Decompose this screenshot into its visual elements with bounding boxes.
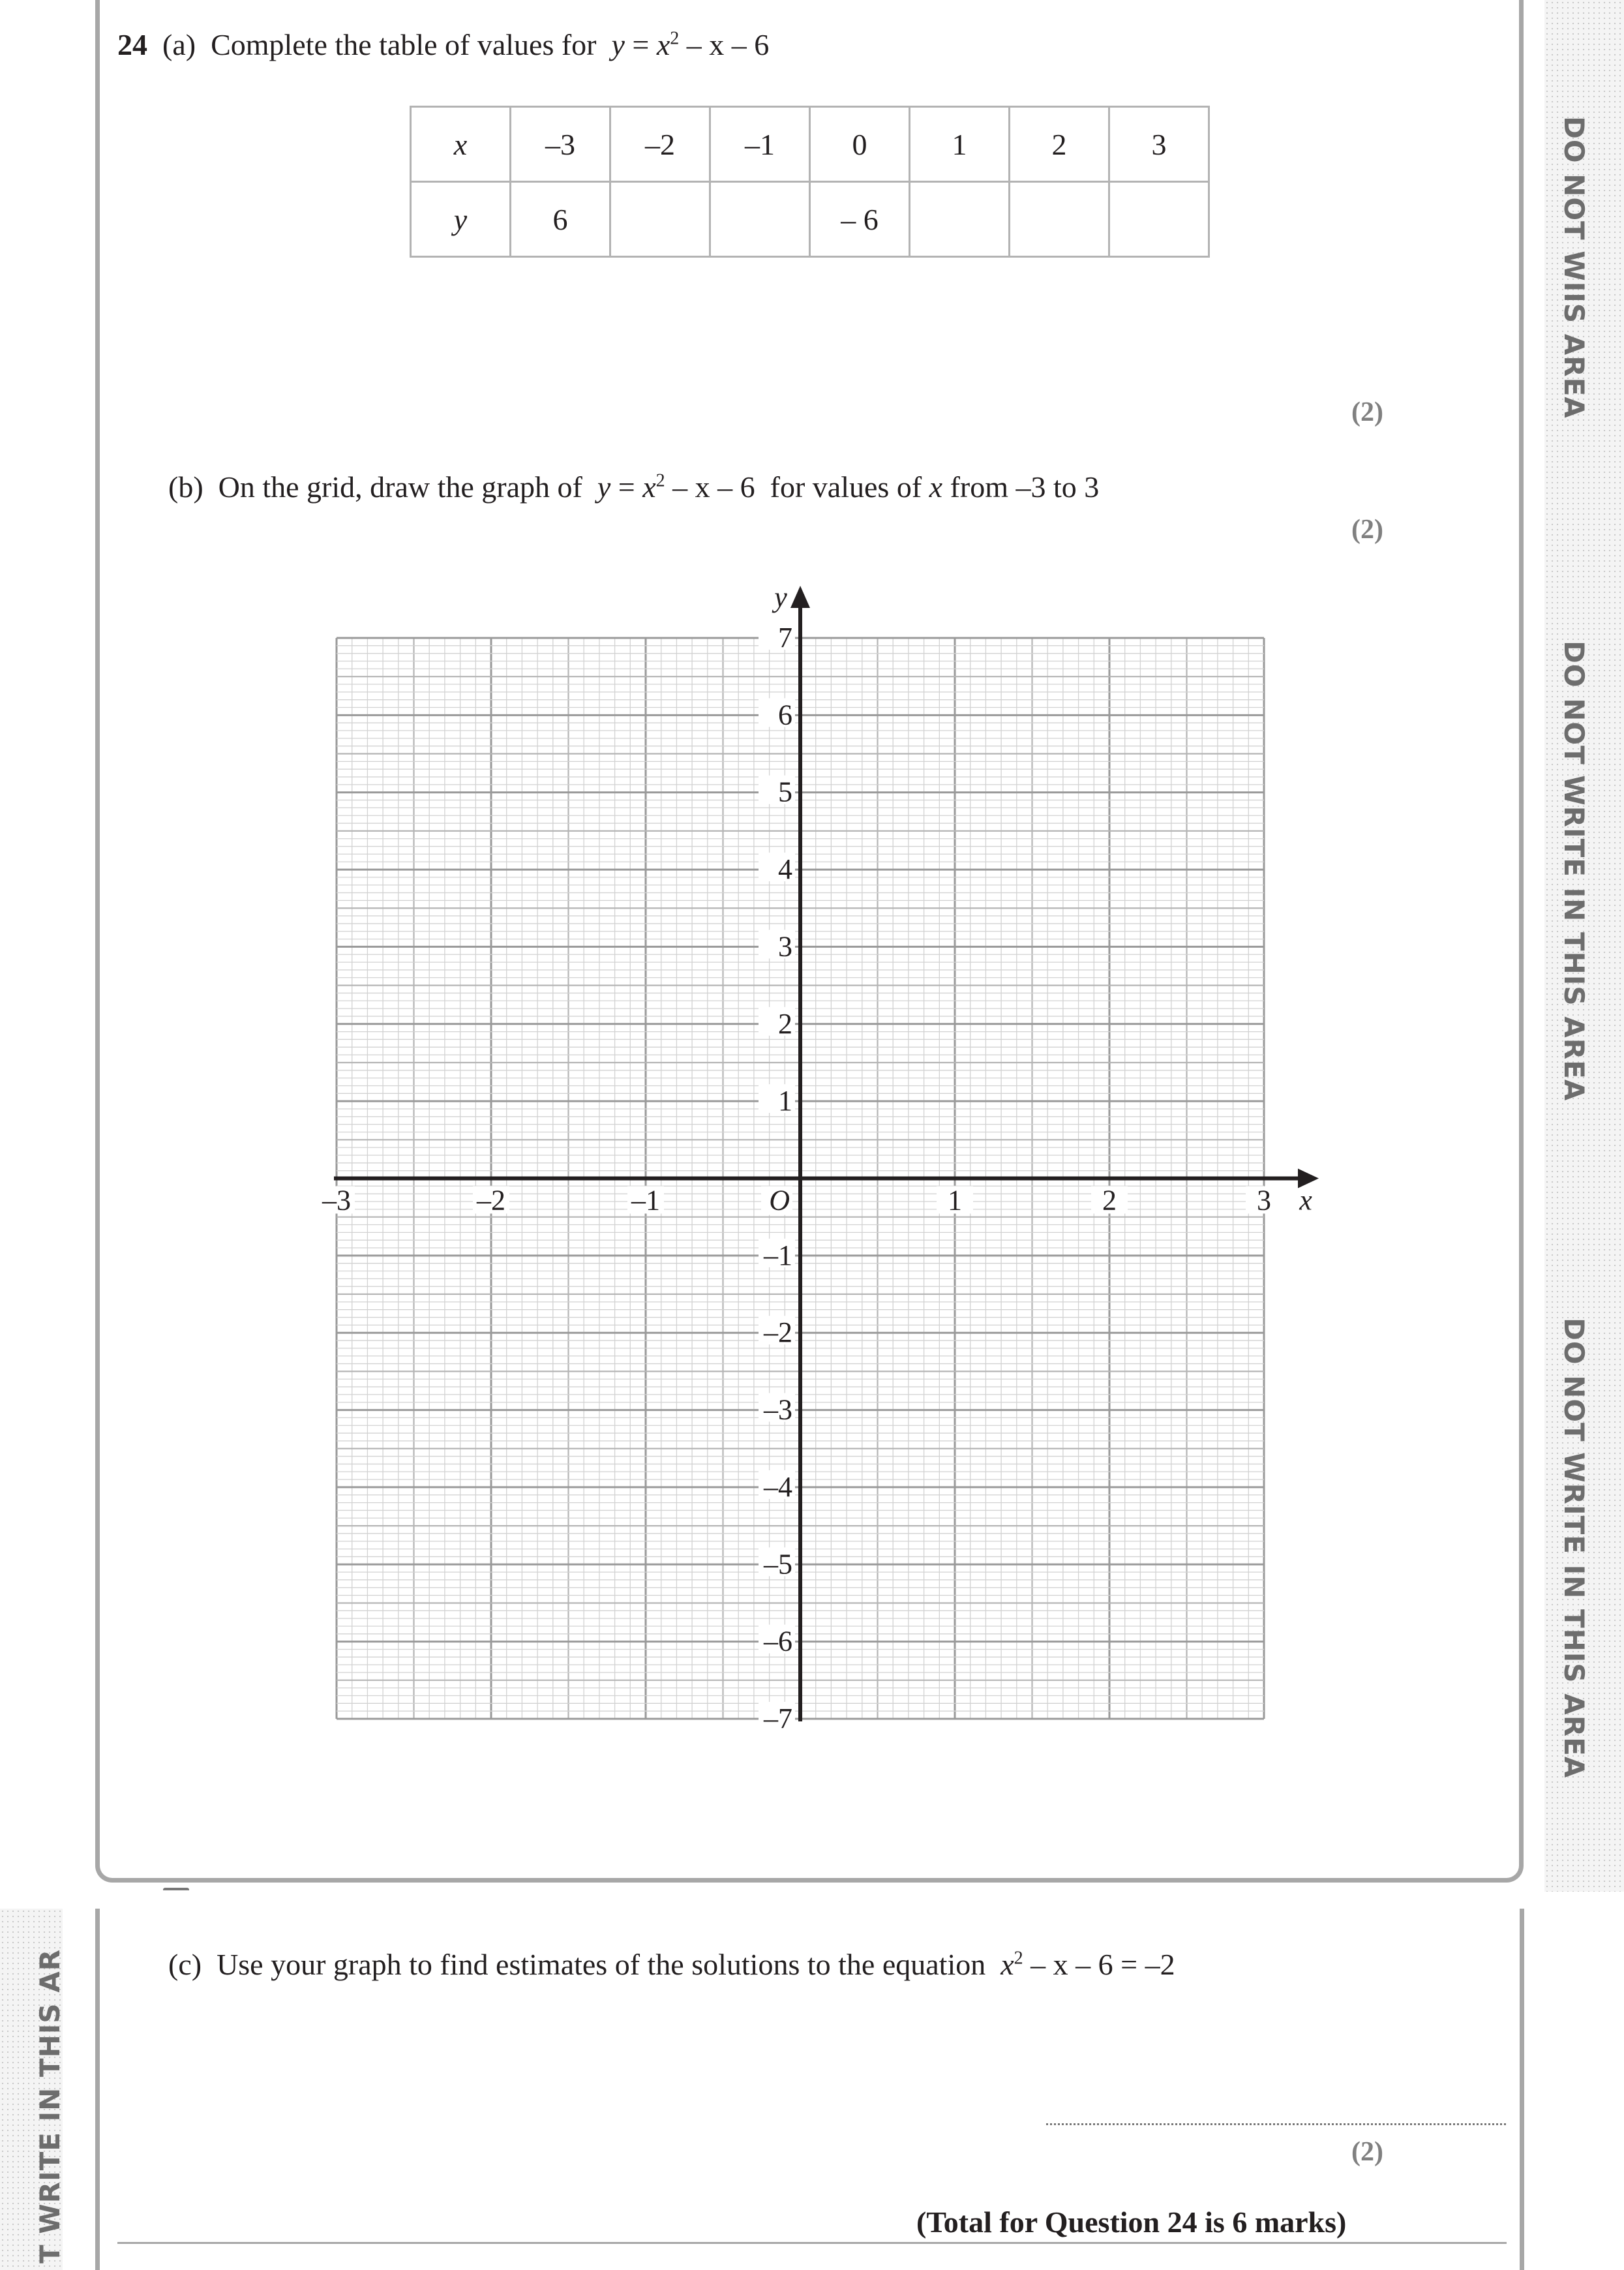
x-tick-label: 3 <box>1257 1184 1271 1217</box>
table-cell: 2 <box>1010 107 1109 182</box>
y-tick-label: –7 <box>764 1702 792 1734</box>
part-a-text: Complete the table of values for <box>211 28 597 61</box>
x-tick-label: 2 <box>1102 1184 1117 1217</box>
margin-warning-left: T WRITE IN THIS AR <box>34 1948 66 2263</box>
table-cell: 6 <box>511 182 610 257</box>
y-tick-label: –6 <box>764 1625 792 1657</box>
part-a-equation: $y = x^2 - x - 6$ <box>611 28 770 61</box>
y-tick-label: –1 <box>764 1239 792 1271</box>
y-axis-label: y <box>774 581 787 613</box>
table-cell: 1 <box>910 107 1010 182</box>
part-c-label: (c) <box>168 1948 202 1981</box>
table-header-x: x <box>411 107 511 182</box>
table-header-y: y <box>411 182 511 257</box>
y-tick-label: 6 <box>778 699 792 731</box>
y-tick-label: –4 <box>764 1470 792 1503</box>
y-tick-label: 4 <box>778 853 792 886</box>
table-cell: –2 <box>610 107 710 182</box>
part-c-prompt: (c) Use your graph to find estimates of the solutions to the equation $x^2 - x - 6 = -2$ <box>168 1948 1175 1981</box>
part-a-label: (a) <box>162 28 196 61</box>
part-b-equation: $y = x^2 - x - 6$ <box>597 470 755 504</box>
part-b-label: (b) <box>168 470 203 504</box>
question-total: (Total for Question 24 is 6 marks) <box>916 2205 1347 2239</box>
y-tick-label: –5 <box>764 1548 792 1581</box>
part-a-marks: (2) <box>1351 397 1383 427</box>
y-tick-label: 3 <box>778 930 792 963</box>
x-tick-label: 1 <box>948 1184 962 1217</box>
table-cell: –3 <box>511 107 610 182</box>
part-b-marks: (2) <box>1351 515 1383 545</box>
y-tick-label: 1 <box>778 1085 792 1117</box>
part-c-equation: $x^2 - x - 6 = -2$ <box>1000 1948 1175 1981</box>
margin-warning-2: DO NOT WRITE IN THIS AREA <box>1558 641 1590 1102</box>
part-c-marks: (2) <box>1351 2137 1383 2167</box>
part-b-prompt: (b) On the grid, draw the graph of $y = x^2 - x - 6$ for values of x from –3 to 3 <box>168 470 1100 504</box>
x-tick-label: –1 <box>631 1184 660 1217</box>
x-tick-label: –2 <box>477 1184 505 1217</box>
y-tick-label: 2 <box>778 1007 792 1040</box>
question-number: 24 <box>117 28 147 61</box>
table-cell: –1 <box>710 107 810 182</box>
y-tick-label: –3 <box>764 1393 792 1426</box>
answer-line[interactable] <box>1046 2123 1506 2125</box>
origin-label: O <box>769 1184 790 1217</box>
y-axis-arrow <box>790 586 810 608</box>
x-tick-label: –3 <box>322 1184 351 1217</box>
y-tick-label: –2 <box>764 1316 792 1349</box>
table-cell: 3 <box>1109 107 1209 182</box>
x-axis-label: x <box>1299 1184 1312 1217</box>
y-tick-label: 7 <box>778 622 792 654</box>
y-tick-label: 5 <box>778 776 792 808</box>
margin-warning-1: DO NOT WIIS AREA <box>1558 116 1590 419</box>
table-cell: – 6 <box>810 182 910 257</box>
margin-warning-3: DO NOT WRITE IN THIS AREA <box>1558 1318 1590 1779</box>
table-cell: 0 <box>810 107 910 182</box>
